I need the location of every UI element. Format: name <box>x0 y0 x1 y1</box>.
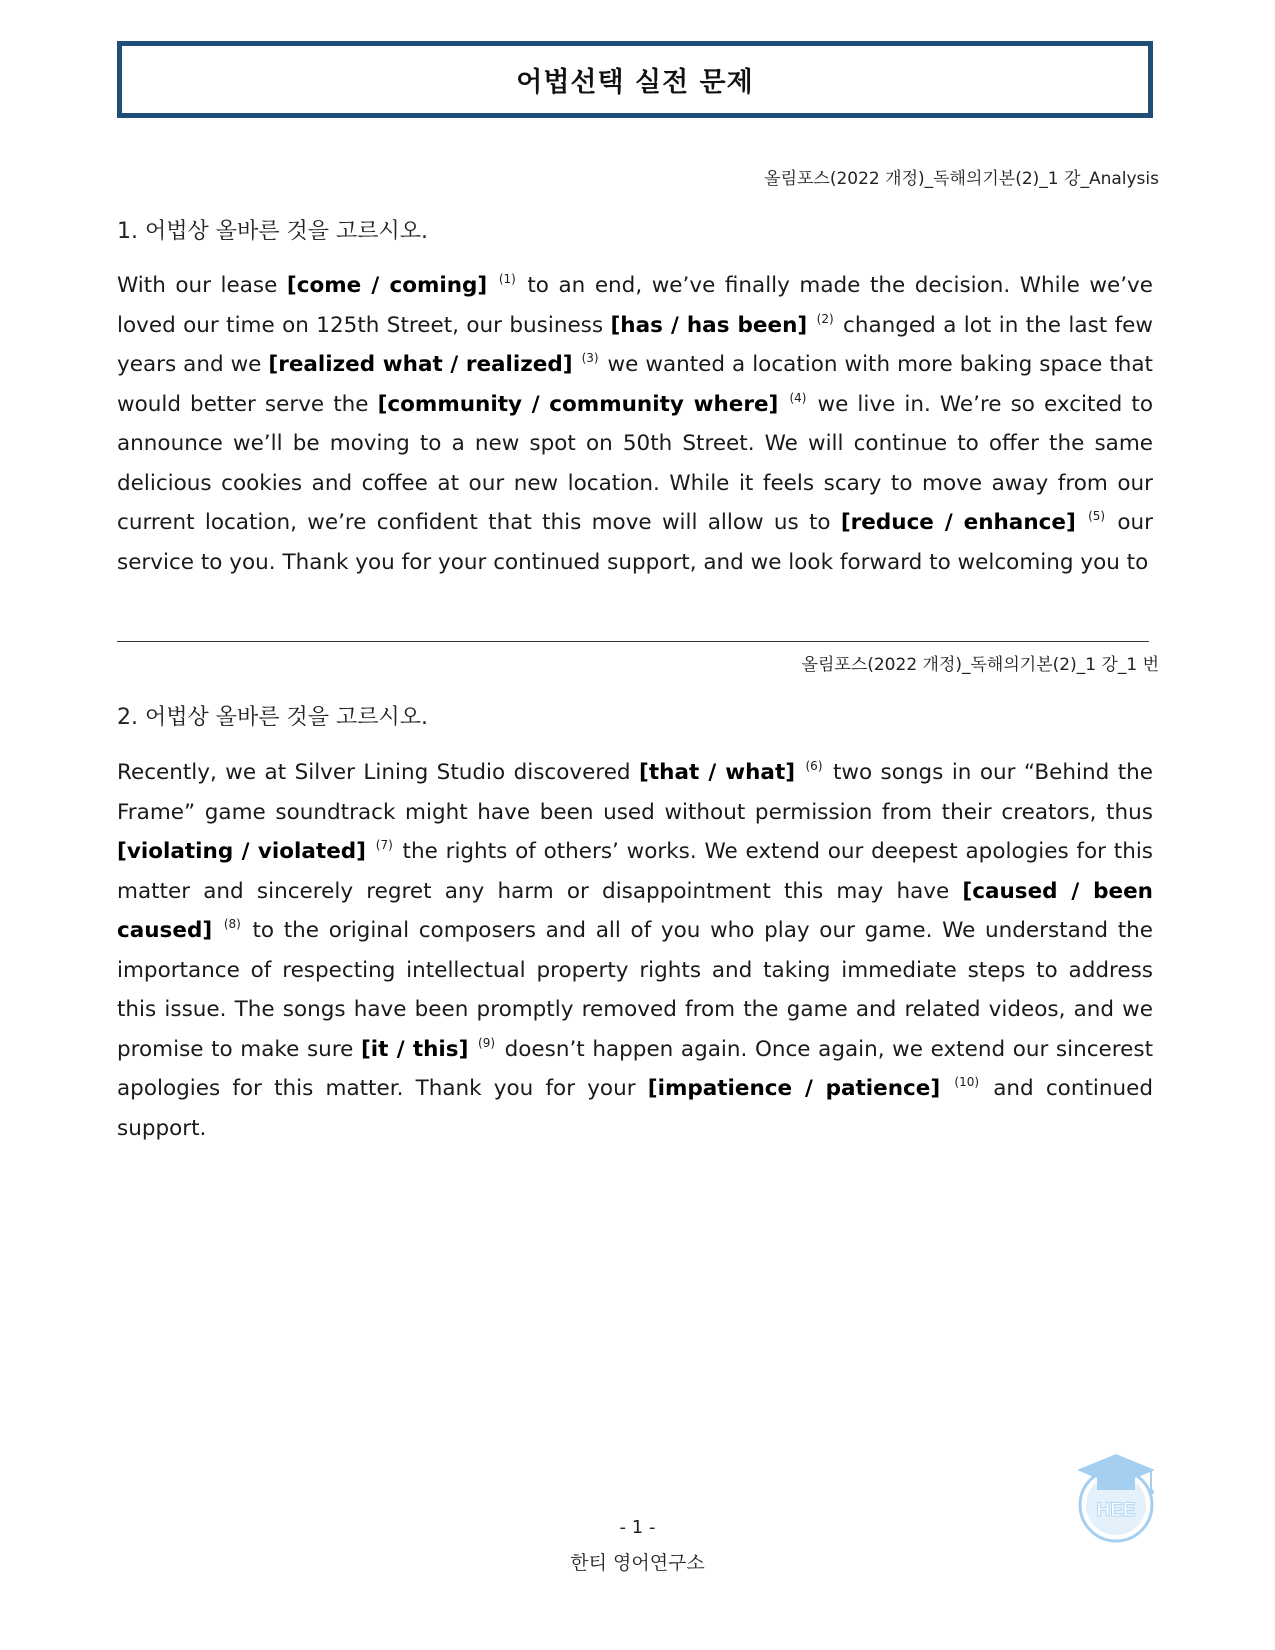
passage-text: Recently, we at Silver Lining Studio discovered <box>117 760 640 785</box>
passage-text: our service to you. Thank you for your continued support, and we look forward to welcoming you to <box>117 510 1153 575</box>
item-number: (4) <box>789 390 807 405</box>
item-number: (1) <box>498 272 516 286</box>
passage-text: we live in. We’re so excited to announce we’ll be moving to a new spot on 50th Street. We will continue to offer the same delicious cookies and coffee at our new location. While it feels scary to move away from our current location, we’re confident that this move will allow us to <box>117 391 1153 535</box>
choice-bracket: [has / has been] <box>610 312 808 338</box>
item-number: (3) <box>581 351 599 365</box>
choice-bracket: [that / what] <box>639 760 796 785</box>
logo-text: HEE <box>1096 1500 1136 1521</box>
choice-bracket: [realized what / realized] <box>268 352 573 377</box>
choice-bracket: [reduce / enhance] <box>840 510 1076 535</box>
source-line-2: 올림포스(2022 개정)_독해의기본(2)_1 강_1 번 <box>801 655 1159 675</box>
choice-bracket: [community / community where] <box>377 391 779 417</box>
passage-text: to the original composers and all of you who play our game. We understand the importance of respecting intellectual property rights and taking immediate steps to address this issue. The songs have been promptly removed from the game and related videos, and we promise to make sure <box>117 918 1153 1062</box>
section-divider <box>117 641 1149 642</box>
item-number: (6) <box>805 759 823 773</box>
passage-1 <box>117 266 1153 582</box>
choice-bracket: [it / this] <box>360 1036 469 1062</box>
item-number: (2) <box>816 311 834 326</box>
question-1: 1. 어법상 올바른 것을 고르시오. <box>117 219 428 244</box>
item-number: (7) <box>375 838 393 852</box>
item-number: (9) <box>478 1035 496 1050</box>
page-number: - 1 - <box>619 1517 656 1538</box>
passage-text: the rights of others’ works. We extend our deepest apologies for this matter and sincerely regret any harm or disappointment this may have <box>117 839 1153 904</box>
title-box <box>117 41 1153 118</box>
footer-organization: 한티 영어연구소 <box>570 1552 705 1574</box>
item-number: (5) <box>1088 509 1106 523</box>
passage-text: two songs in our “Behind the Frame” game soundtrack might have been used without permission from their creators, thus <box>117 760 1153 825</box>
page-title: 어법선택 실전 문제 <box>516 67 754 98</box>
question-2: 2. 어법상 올바른 것을 고르시오. <box>117 705 428 730</box>
passage-text: changed a lot in the last few years and we <box>117 312 1153 377</box>
item-number: (8) <box>223 917 241 931</box>
choice-bracket: [impatience / patience] <box>647 1076 941 1101</box>
passage-text: and continued support. <box>117 1076 1153 1141</box>
passage-text: we wanted a location with more baking space that would better serve the <box>117 352 1153 417</box>
passage-text: doesn’t happen again. Once again, we extend our sincerest apologies for this matter. Thank you for your <box>117 1036 1154 1101</box>
passage-text: to an end, we’ve finally made the decision. While we’ve loved our time on 125th Street, our business <box>117 273 1153 338</box>
choice-bracket: [caused / been caused] <box>117 878 1153 943</box>
choice-bracket: [come / coming] <box>286 273 488 298</box>
choice-bracket: [violating / violated] <box>117 839 366 864</box>
passage-text: With our lease <box>117 273 287 298</box>
source-line-1: 올림포스(2022 개정)_독해의기본(2)_1 강_Analysis <box>764 169 1159 189</box>
passage-2 <box>117 753 1153 1148</box>
item-number: (10) <box>954 1075 980 1089</box>
